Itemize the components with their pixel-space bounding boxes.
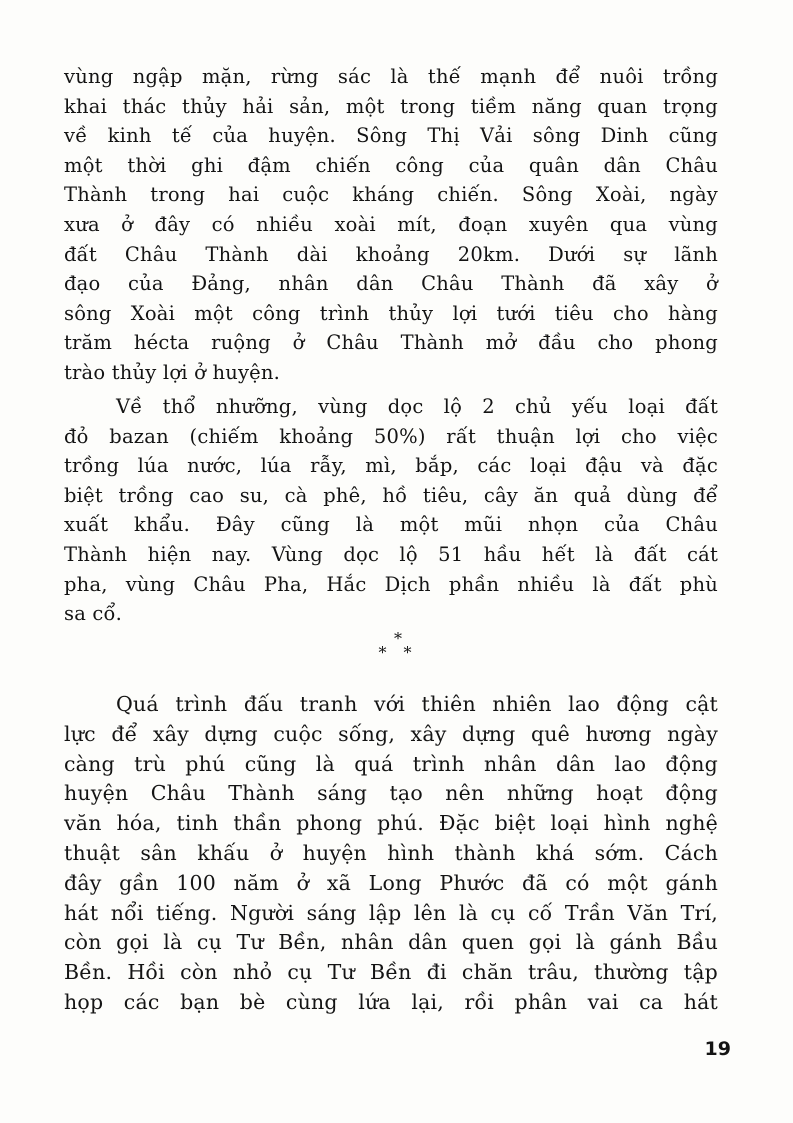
text-line: biệt trồng cao su, cà phê, hồ tiêu, cây ăn quả dùng để [64,483,718,507]
text-line: đây gần 100 năm ở xã Long Phước đã có một gánh [64,870,718,895]
asterisk-top: * [394,629,402,648]
text-line: huyện Châu Thành sáng tạo nên những hoạt động [64,781,718,806]
paragraph-2 [64,392,718,629]
text-line: càng trù phú cũng là quá trình nhân dân lao động [64,751,718,776]
text-line: họp các bạn bè cùng lứa lại, rồi phân vai ca hát [64,989,718,1014]
page-number: 19 [704,1038,731,1060]
text-line: Bền. Hồi còn nhỏ cụ Tư Bền đi chăn trâu, thường tập [64,960,718,985]
asterisk-bottom: * * [378,643,418,662]
text-line: xưa ở đây có nhiều xoài mít, đoạn xuyên qua vùng [64,212,718,236]
text-line: còn gọi là cụ Tư Bền, nhân dân quen gọi là gánh Bầu [64,930,718,955]
text-line: Thành trong hai cuộc kháng chiến. Sông Xoài, ngày [64,183,718,207]
text-line: thuật sân khấu ở huyện hình thành khá sớm. Cách [64,840,718,865]
text-line: trăm hécta ruộng ở Châu Thành mở đầu cho phong [64,331,718,355]
text-line: đỏ bazan (chiếm khoảng 50%) rất thuận lợi cho việc [64,424,718,448]
text-line: sa cổ. [64,602,123,626]
text-line: một thời ghi đậm chiến công của quân dân Châu [64,153,718,177]
text-line: trào thủy lợi ở huyện. [64,360,281,384]
text-line: đất Châu Thành dài khoảng 20km. Dưới sự lãnh [64,242,718,266]
text-line: vùng ngập mặn, rừng sác là thế mạnh để nuôi trồng [64,65,718,88]
text-line: hát nổi tiếng. Người sáng lập lên là cụ cố Trần Văn Trí, [64,900,718,925]
paragraph-3 [64,690,718,1018]
paragraph-1 [64,62,718,388]
text-line: trồng lúa nước, lúa rẫy, mì, bắp, các loại đậu và đặc [64,454,718,478]
text-line: đạo của Đảng, nhân dân Châu Thành đã xây ở [64,272,718,296]
text-line: văn hóa, tinh thần phong phú. Đặc biệt loại hình nghệ [64,811,718,836]
text-line: khai thác thủy hải sản, một trong tiềm năng quan trọng [64,94,718,118]
text-line: xuất khẩu. Đây cũng là một mũi nhọn của Châu [64,513,718,537]
text-line: sông Xoài một công trình thủy lợi tưới tiêu cho hàng [64,301,718,325]
text-line: về kinh tế của huyện. Sông Thị Vải sông Dinh cũng [64,124,718,148]
text-line: Quá trình đấu tranh với thiên nhiên lao động cật [116,692,718,716]
text-line: lực để xây dựng cuộc sống, xây dựng quê hương ngày [64,721,718,746]
text-line: pha, vùng Châu Pha, Hắc Dịch phần nhiều là đất phù [64,572,718,596]
text-line: Thành hiện nay. Vùng dọc lộ 51 hầu hết là đất cát [64,542,718,566]
text-line: Về thổ nhưỡng, vùng dọc lộ 2 chủ yếu loại đất [116,395,718,418]
section-divider-asterisks [368,629,428,668]
